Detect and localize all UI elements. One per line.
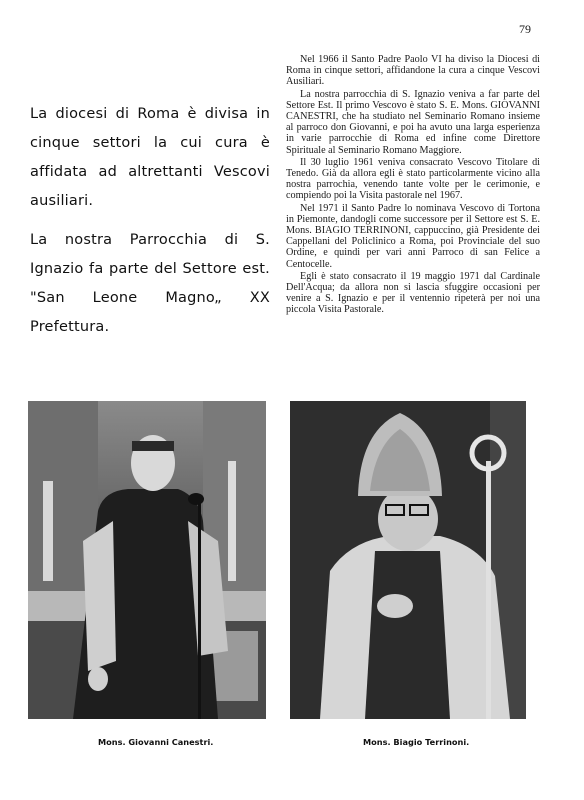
intro-paragraph-2: La nostra Parrocchia di S. Ignazio fa parte del Settore est. "San Leone Magno„ XX Prefettura.	[30, 232, 270, 335]
article-text	[286, 54, 540, 317]
photo-caption-terrinoni: Mons. Biagio Terrinoni.	[363, 737, 470, 747]
photo-terrinoni	[290, 401, 526, 719]
page-number: 79	[519, 22, 531, 36]
article-paragraph-3: Il 30 luglio 1961 veniva consacrato Vescovo Titolare di Tenedo. Già da allora egli è stato particolarmente vicino alla nostra parrochia, venendo tante volte per le cerimonie, e compiendo poi la Visita pastorale nel 1967.	[286, 156, 540, 202]
photo-canestri	[28, 401, 266, 719]
article-paragraph-1: Nel 1966 il Santo Padre Paolo VI ha diviso la Diocesi di Roma in cinque settori, affidandone la cura a cinque Vescovi Ausiliari.	[286, 54, 540, 88]
article-paragraph-4: Nel 1971 il Santo Padre lo nominava Vescovo di Tortona in Piemonte, dandogli come successore per il Settore est S. E. Mons. BIAGIO TERRINONI, cappuccino, già Presidente dei Cappellani del Policlinico a Roma, poi Provinciale del suo Ordine, e quindi per vari anni Parroco di san Felice a Centocelle.	[286, 202, 540, 270]
photo-caption-canestri: Mons. Giovanni Canestri.	[98, 737, 214, 747]
article-paragraph-2: La nostra parrocchia di S. Ignazio veniva a far parte del Settore Est. Il primo Vescovo è stato S. E. Mons. GIOVANNI CANESTRI, che ha studiato nel Seminario Romano insieme al parroco don Giovanni, e poi ha avuto una larga esperienza in varie parrocchie di Roma ed infine come Direttore Spirituale al Seminario Romano Maggiore.	[286, 88, 540, 156]
intro-paragraph-1: La diocesi di Roma è divisa in cinque settori la cui cura è affidata ad altrettanti Vescovi ausiliari.	[30, 106, 270, 209]
article-paragraph-5: Egli è stato consacrato il 19 maggio 1971 dal Cardinale Dell'Acqua; da allora non si lascia sfuggire occasioni per venire a S. Ignazio e per il ventennio ripeterà per noi una piccola Visita Pastorale.	[286, 270, 540, 316]
intro-text	[30, 100, 270, 352]
